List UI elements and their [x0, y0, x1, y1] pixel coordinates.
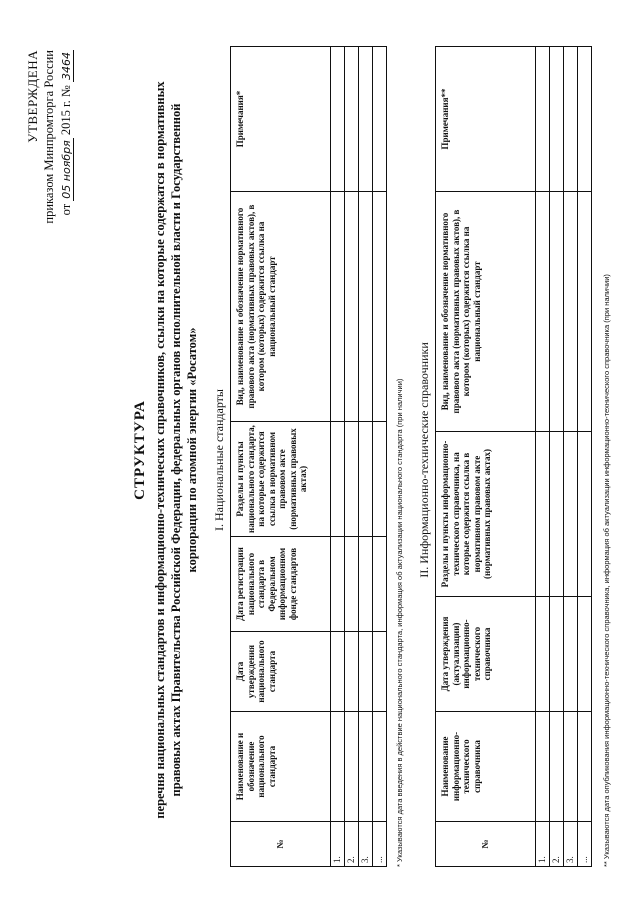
section-2-footnote: ** Указываются дата опубликования информационно-технического справочника, информация об актуализации информационно-технического справочника (при наличии): [602, 274, 611, 867]
section-1-footnote: * Указываются дата введения в действие национального стандарта, информация об актуализации национального стандарта (при наличии): [395, 378, 404, 867]
table-row: [564, 47, 578, 867]
row-number: 3.: [359, 822, 373, 867]
handwritten-number: 3464: [60, 52, 73, 80]
row-number: 3.: [564, 822, 578, 867]
row-number: ...: [373, 822, 387, 867]
section-2-title: II. Информационно-технические справочники: [417, 342, 431, 578]
header-registration-date: Дата регистрации национального стандарта в Федеральном информационном фонде стандартов: [231, 537, 331, 632]
header-sections: Разделы и пункты национального стандарта, на которые содержится ссылка в нормативном правовом акте (нормативных правовых актах): [231, 422, 331, 537]
row-number: 1.: [536, 822, 550, 867]
row-number: 2.: [550, 822, 564, 867]
approval-prefix: от: [59, 203, 73, 216]
national-standards-table: [230, 46, 387, 867]
header-approval-date: Дата утверждения (актуализации) информационно-технического справочника: [436, 597, 536, 712]
header-notes: Примечания**: [436, 47, 536, 192]
handwritten-date: 05 ноября: [60, 140, 73, 199]
header-sections: Разделы и пункты информационно-технического справочника, на которые содержится ссылка в нормативном правовом акте (нормативных правовых актах): [436, 432, 536, 597]
approval-order-line: приказом Минпромторга России: [42, 50, 56, 224]
header-legal-act: Вид, наименование и обозначение нормативного правового акта (нормативных правовых актов), в котором (которых) содержится ссылка на национальный стандарт: [231, 192, 331, 422]
header-legal-act: Вид, наименование и обозначение нормативного правового акта (нормативных правовых актов), в котором (которых) содержится ссылка на национальный стандарт: [436, 192, 536, 432]
table-header-row: [436, 47, 536, 867]
table-row: [331, 47, 345, 867]
document-subtitle: перечня национальных стандартов и информационно-технических справочников, ссылки на которые содержатся в нормативных правовых актах Правительства Российской Федерации, федеральных органов исполнительной власти и Государственной корпорации по атомной энергии «Росатом»: [153, 81, 199, 819]
table-row: [578, 47, 592, 867]
row-number: ...: [578, 822, 592, 867]
table-row: [373, 47, 387, 867]
reference-books-table: [435, 46, 592, 867]
approval-title: УТВЕРЖДЕНА: [25, 50, 40, 143]
section-1-title: I. Национальные стандарты: [212, 389, 226, 532]
table-row: [345, 47, 359, 867]
header-reference-name: Наименование информационно-технического справочника: [436, 712, 536, 822]
table-header-row: [231, 47, 331, 867]
table-row: [550, 47, 564, 867]
table-row: [359, 47, 373, 867]
approval-stamp: [24, 50, 75, 390]
header-number: №: [436, 822, 536, 867]
row-number: 2.: [345, 822, 359, 867]
document-page: [12, 35, 612, 885]
row-number: 1.: [331, 822, 345, 867]
header-standard-name: Наименование и обозначение национального стандарта: [231, 712, 331, 822]
header-approval-date: Дата утверждения национального стандарта: [231, 632, 331, 712]
approval-year: 2015 г. №: [59, 85, 73, 136]
document-title: СТРУКТУРА: [132, 400, 148, 500]
table-row: [536, 47, 550, 867]
header-number: №: [231, 822, 331, 867]
header-notes: Примечания*: [231, 47, 331, 192]
approval-date-line: [58, 50, 75, 390]
